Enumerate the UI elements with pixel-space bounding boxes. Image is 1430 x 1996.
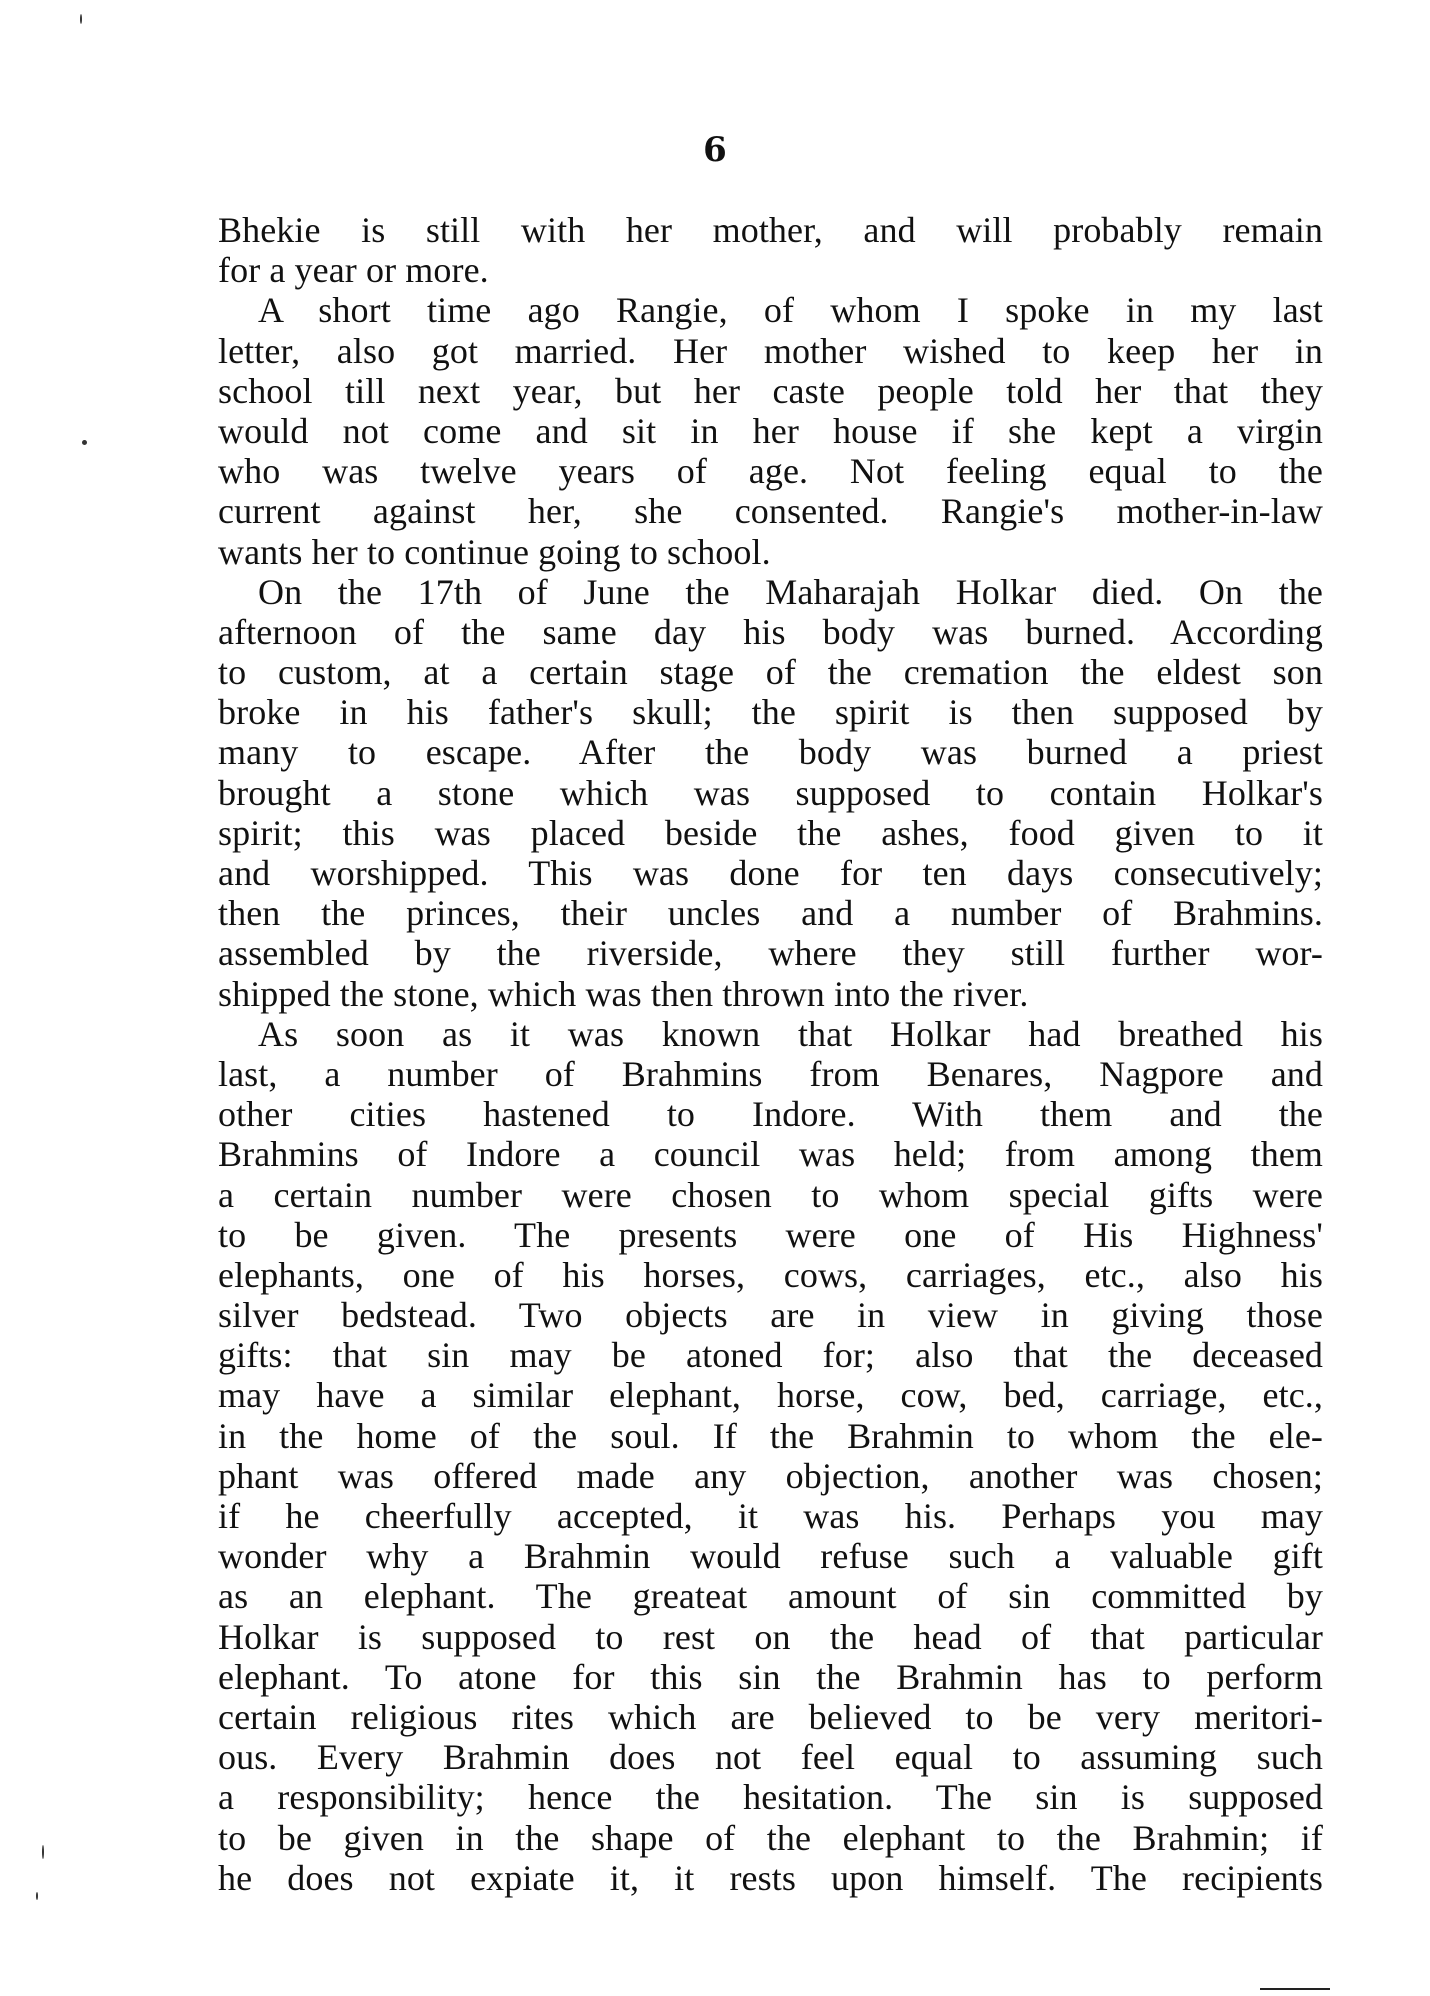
text-line: silver bedstead. Two objects are in view in giving those [218, 1295, 1323, 1336]
text-line: On the 17th of June the Maharajah Holkar died. On the [258, 571, 1323, 612]
text-line: Holkar is supposed to rest on the head of that particular [218, 1616, 1323, 1657]
text-line: Brahmins of Indore a council was held; from among them [218, 1134, 1323, 1175]
text-line: in the home of the soul. If the Brahmin to whom the ele- [218, 1415, 1323, 1456]
text-line: spirit; this was placed beside the ashes, food given to it [218, 812, 1323, 853]
text-line: current against her, she consented. Rangie's mother-in-law [218, 491, 1323, 532]
text-line: shipped the stone, which was then thrown into the river. [218, 973, 1029, 1014]
body-text [218, 210, 1323, 1898]
text-line: elephant. To atone for this sin the Brahmin has to perform [218, 1656, 1323, 1697]
text-line: for a year or more. [218, 250, 489, 291]
text-line: ous. Every Brahmin does not feel equal to assuming such [218, 1737, 1323, 1778]
text-line: gifts: that sin may be atoned for; also that the deceased [218, 1335, 1323, 1376]
text-line: last, a number of Brahmins from Benares, Nagpore and [218, 1053, 1323, 1094]
text-line: other cities hastened to Indore. With them and the [218, 1094, 1323, 1135]
text-line: As soon as it was known that Holkar had breathed his [258, 1013, 1323, 1054]
text-line: may have a similar elephant, horse, cow, bed, carriage, etc., [218, 1375, 1323, 1416]
text-line: as an elephant. The greateat amount of sin committed by [218, 1576, 1323, 1617]
scan-speck [36, 1892, 38, 1900]
text-line: a responsibility; hence the hesitation. The sin is supposed [218, 1777, 1323, 1818]
text-line: brought a stone which was supposed to contain Holkar's [218, 772, 1323, 813]
text-line: assembled by the riverside, where they still further wor- [218, 933, 1323, 974]
scan-speck [42, 1845, 44, 1859]
scan-speck [82, 440, 87, 445]
text-line: Bhekie is still with her mother, and will probably remain [218, 210, 1323, 250]
text-line: broke in his father's skull; the spirit is then supposed by [218, 692, 1323, 733]
text-line: wants her to continue going to school. [218, 531, 771, 572]
text-line: to be given in the shape of the elephant to the Brahmin; if [218, 1817, 1323, 1858]
text-line: he does not expiate it, it rests upon himself. The recipients [218, 1857, 1323, 1898]
text-line: who was twelve years of age. Not feeling equal to the [218, 451, 1323, 492]
text-line: to custom, at a certain stage of the cremation the eldest son [218, 652, 1323, 693]
text-line: certain religious rites which are believed to be very meritori- [218, 1696, 1323, 1737]
text-line: would not come and sit in her house if she kept a virgin [218, 410, 1323, 451]
text-line: afternoon of the same day his body was burned. According [218, 611, 1323, 652]
page-number: 6 [703, 130, 727, 170]
scan-speck [80, 14, 82, 24]
text-line: phant was offered made any objection, another was chosen; [218, 1455, 1323, 1496]
text-line: wonder why a Brahmin would refuse such a valuable gift [218, 1536, 1323, 1577]
text-line: elephants, one of his horses, cows, carriages, etc., also his [218, 1254, 1323, 1295]
footer-rule [1260, 1988, 1330, 1990]
text-line: school till next year, but her caste people told her that they [218, 370, 1323, 411]
text-line: and worshipped. This was done for ten days consecutively; [218, 853, 1323, 893]
text-line: a certain number were chosen to whom special gifts were [218, 1174, 1323, 1215]
text-line: to be given. The presents were one of His Highness' [218, 1214, 1323, 1255]
text-line: then the princes, their uncles and a number of Brahmins. [218, 893, 1323, 934]
text-line: A short time ago Rangie, of whom I spoke in my last [258, 290, 1323, 331]
text-line: many to escape. After the body was burned a priest [218, 732, 1323, 773]
text-line: letter, also got married. Her mother wished to keep her in [218, 330, 1323, 371]
text-line: if he cheerfully accepted, it was his. Perhaps you may [218, 1496, 1323, 1536]
